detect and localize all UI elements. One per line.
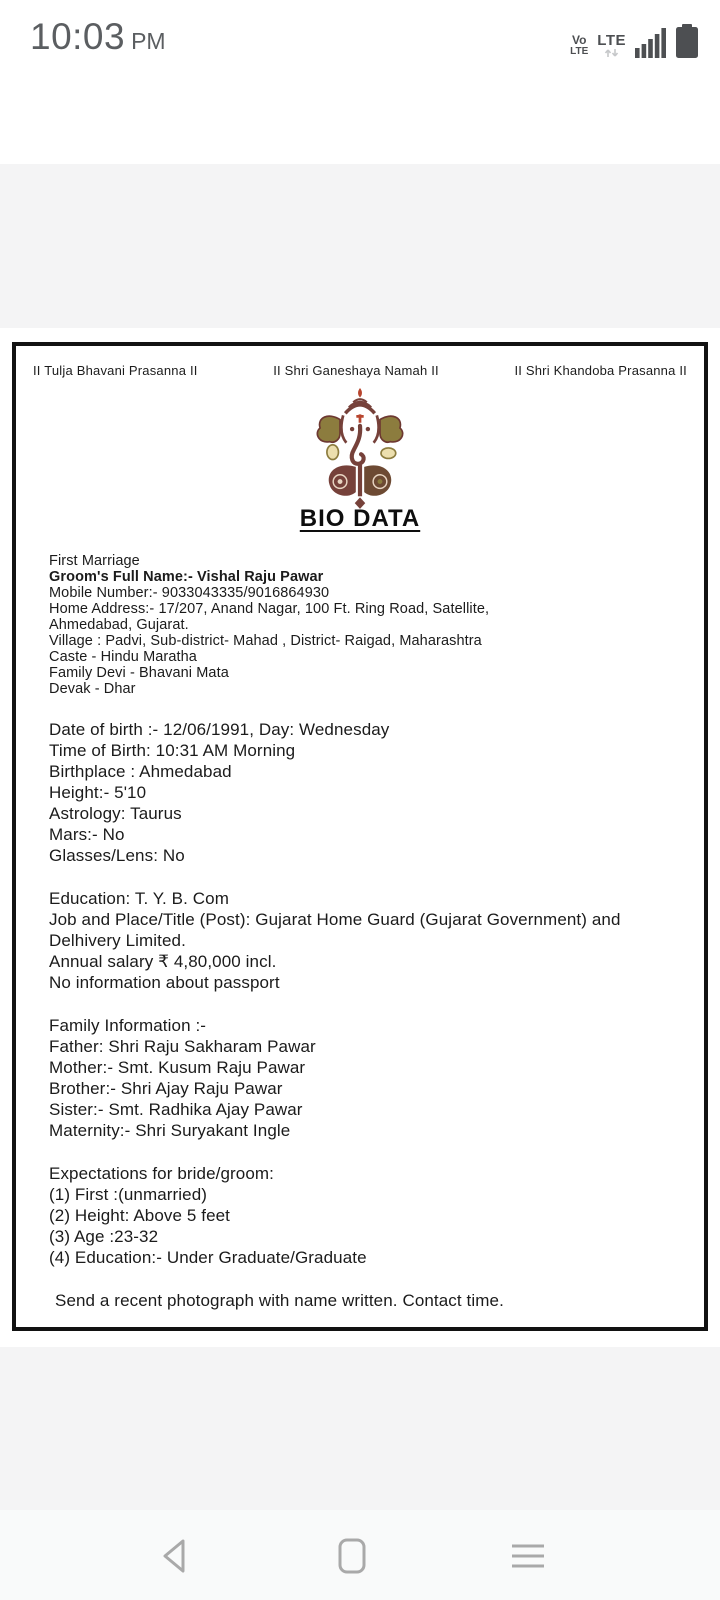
status-clock	[30, 16, 166, 58]
document-line: (3) Age :23-32	[49, 1227, 159, 1246]
document-section-birth-details	[49, 719, 676, 866]
document-line: Village : Padvi, Sub-district- Mahad , District- Raigad, Maharashtra	[49, 633, 482, 649]
document-line: Job and Place/Title (Post): Gujarat Home Guard (Gujarat Government) and	[49, 910, 621, 929]
status-time: 10:03	[30, 16, 126, 57]
document-section-closing	[49, 1290, 676, 1311]
document-line: Astrology: Taurus	[49, 804, 182, 823]
status-icon-cluster	[570, 22, 698, 58]
document-line: Mars:- No	[49, 825, 125, 844]
document-line: Groom's Full Name:- Vishal Raju Pawar	[49, 569, 324, 585]
document-line: Delhivery Limited.	[49, 931, 186, 950]
document-line: Send a recent photograph with name written. Contact time.	[55, 1291, 504, 1310]
nav-recents-button[interactable]	[506, 1534, 550, 1578]
status-meridiem: PM	[131, 28, 166, 54]
document-line: Caste - Hindu Maratha	[49, 649, 197, 665]
document-page[interactable]	[0, 328, 720, 1347]
document-section-expectations	[49, 1163, 676, 1268]
invocation-header-row	[16, 346, 704, 378]
document-line: Mobile Number:- 9033043335/9016864930	[49, 585, 330, 601]
document-line: Time of Birth: 10:31 AM Morning	[49, 741, 296, 760]
document-line: (1) First :(unmarried)	[49, 1185, 208, 1204]
document-line: Family Devi - Bhavani Mata	[49, 665, 229, 681]
nav-home-square-icon	[330, 1534, 374, 1578]
document-line: Glasses/Lens: No	[49, 846, 185, 865]
invocation-right: II Shri Khandoba Prasanna II	[514, 363, 687, 378]
document-line: Height:- 5'10	[49, 783, 147, 802]
document-line: Date of birth :- 12/06/1991, Day: Wednesday	[49, 720, 390, 739]
battery-icon	[676, 24, 698, 58]
invocation-center: II Shri Ganeshaya Namah II	[273, 363, 439, 378]
signal-bars-icon	[635, 28, 667, 58]
document-line: Home Address:- 17/207, Anand Nagar, 100 Ft. Ring Road, Satellite,	[49, 601, 490, 617]
nav-back-button[interactable]	[154, 1534, 198, 1578]
nav-home-button[interactable]	[330, 1534, 374, 1578]
ganesha-emblem-icon	[307, 387, 413, 511]
document-line: (2) Height: Above 5 feet	[49, 1206, 231, 1225]
app-bar	[0, 76, 720, 164]
document-line: Expectations for bride/groom:	[49, 1164, 274, 1183]
document-line: Brother:- Shri Ajay Raju Pawar	[49, 1079, 283, 1098]
lte-network-icon: LTE	[597, 33, 626, 58]
document-line: Sister:- Smt. Radhika Ajay Pawar	[49, 1100, 303, 1119]
document-line: Devak - Dhar	[49, 681, 136, 697]
biodata-heading: BIO DATA	[299, 505, 421, 532]
document-line: Education: T. Y. B. Com	[49, 889, 229, 908]
document-line: Ahmedabad, Gujarat.	[49, 617, 189, 633]
document-line: Birthplace : Ahmedabad	[49, 762, 232, 781]
document-line: Maternity:- Shri Suryakant Ingle	[49, 1121, 291, 1140]
document-body	[16, 533, 704, 1311]
document-line: (4) Education:- Under Graduate/Graduate	[49, 1248, 367, 1267]
document-section-education-job	[49, 888, 676, 993]
document-line: No information about passport	[49, 973, 280, 992]
android-nav-bar	[0, 1510, 720, 1600]
volte-icon: Vo LTE	[570, 33, 589, 57]
document-line: Mother:- Smt. Kusum Raju Pawar	[49, 1058, 306, 1077]
document-line: First Marriage	[49, 553, 140, 569]
invocation-left: II Tulja Bhavani Prasanna II	[33, 363, 198, 378]
data-arrows-icon	[603, 48, 621, 58]
document-border-frame	[12, 342, 708, 1331]
status-bar	[0, 0, 720, 76]
document-line: Annual salary ₹ 4,80,000 incl.	[49, 952, 277, 971]
nav-recents-lines-icon	[506, 1534, 550, 1578]
document-line: Father: Shri Raju Sakharam Pawar	[49, 1037, 316, 1056]
document-section-intro	[49, 553, 676, 697]
document-section-family-information	[49, 1015, 676, 1141]
nav-back-triangle-icon	[154, 1534, 198, 1578]
document-line: Family Information :-	[49, 1016, 207, 1035]
